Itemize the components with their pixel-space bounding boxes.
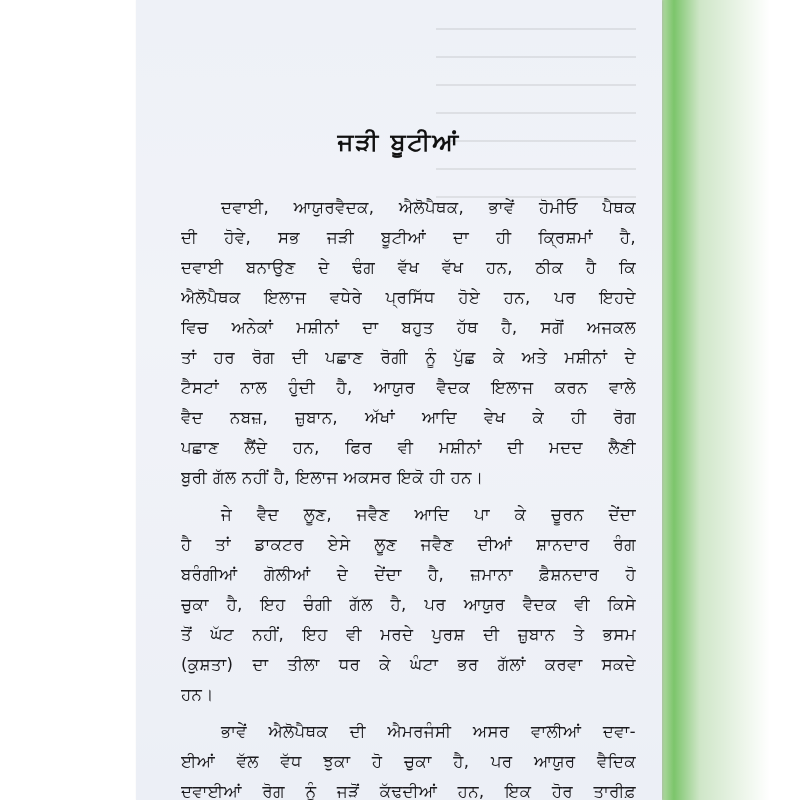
text-line: ਦੀ ਹੋਵੇ, ਸਭ ਜੜੀ ਬੂਟੀਆਂ ਦਾ ਹੀ ਕ੍ਰਿਸ਼ਮਾਂ ਹੈ, bbox=[181, 228, 636, 247]
text-line: ਹੈ ਤਾਂ ਡਾਕਟਰ ਏਸੇ ਲੂਣ ਜਵੈਣ ਦੀਆਂ ਸ਼ਾਨਦਾਰ ਰੰਗ bbox=[181, 535, 636, 554]
text-line: ਟੈਸਟਾਂ ਨਾਲ ਹੁੰਦੀ ਹੈ, ਆਯੁਰ ਵੈਦਕ ਇਲਾਜ ਕਰਨ ਵਾਲੇ bbox=[181, 378, 636, 397]
text-line: ਤਾਂ ਹਰ ਰੋਗ ਦੀ ਪਛਾਣ ਰੋਗੀ ਨੂੰ ਪੁੱਛ ਕੇ ਅਤੇ ਮਸ਼ੀਨਾਂ ਦੇ bbox=[181, 348, 636, 367]
text-line: ਦਵਾਈ, ਆਯੁਰਵੈਦਕ, ਐਲੋਪੈਥਕ, ਭਾਵੇਂ ਹੋਮੀਓ ਪੈਥਕ bbox=[221, 198, 636, 217]
text-line: ਤੋਂ ਘੱਟ ਨਹੀਂ, ਇਹ ਵੀ ਮਰਦੇ ਪੁਰਸ਼ ਦੀ ਜ਼ੁਬਾਨ ਤੇ ਭਸਮ bbox=[181, 625, 636, 644]
text-line: ਵਿਚ ਅਨੇਕਾਂ ਮਸ਼ੀਨਾਂ ਦਾ ਬਹੁਤ ਹੱਥ ਹੈ, ਸਗੋਂ ਅਜਕਲ bbox=[181, 318, 636, 337]
text-line: ਬਰੰਗੀਆਂ ਗੋਲੀਆਂ ਦੇ ਦੇਂਦਾ ਹੈ, ਜ਼ਮਾਨਾ ਫ਼ੈਸ਼ਨਦਾਰ ਹੋ bbox=[181, 565, 636, 584]
text-line: ਜੇ ਵੈਦ ਲੂਣ, ਜਵੈਣ ਆਦਿ ਪਾ ਕੇ ਚੂਰਨ ਦੇਂਦਾ bbox=[221, 505, 636, 524]
book-page bbox=[136, 0, 662, 800]
text-line: ਪਛਾਣ ਲੈਂਦੇ ਹਨ, ਫਿਰ ਵੀ ਮਸ਼ੀਨਾਂ ਦੀ ਮਦਦ ਲੈਣੀ bbox=[181, 438, 636, 457]
text-line: ਬੁਰੀ ਗੱਲ ਨਹੀਂ ਹੈ, ਇਲਾਜ ਅਕਸਰ ਇਕੋ ਹੀ ਹਨ। bbox=[181, 468, 484, 487]
text-line: ਦਵਾਈਆਂ ਰੋਗ ਨੂੰ ਜੜੋਂ ਕੱਢਦੀਆਂ ਹਨ, ਇਕ ਹੋਰ ਤਾਰੀਫ਼ bbox=[181, 782, 636, 800]
green-background bbox=[660, 0, 800, 800]
page-title: ਜੜੀ ਬੂਟੀਆਂ bbox=[337, 128, 461, 156]
text-line: ਐਲੋਪੈਥਕ ਇਲਾਜ ਵਧੇਰੇ ਪ੍ਰਸਿੱਧ ਹੋਏ ਹਨ, ਪਰ ਇਹਦੇ bbox=[181, 288, 636, 307]
show-through-text bbox=[436, 14, 636, 204]
text-line: ਭਾਵੇਂ ਐਲੋਪੈਥਕ ਦੀ ਐਮਰਜੰਸੀ ਅਸਰ ਵਾਲੀਆਂ ਦਵਾ- bbox=[221, 722, 636, 741]
text-line: ਈਆਂ ਵੱਲ ਵੱਧ ਝੁਕਾ ਹੋ ਚੁਕਾ ਹੈ, ਪਰ ਆਯੁਰ ਵੈਦਿਕ bbox=[181, 752, 636, 771]
text-line: (ਕੁਸ਼ਤਾ) ਦਾ ਤੀਲਾ ਧਰ ਕੇ ਘੰਟਾ ਭਰ ਗੱਲਾਂ ਕਰਵਾ ਸਕਦੇ bbox=[181, 655, 636, 674]
text-line: ਹਨ। bbox=[181, 685, 214, 704]
text-line: ਚੁਕਾ ਹੈ, ਇਹ ਚੰਗੀ ਗੱਲ ਹੈ, ਪਰ ਆਯੁਰ ਵੈਦਕ ਵੀ ਕਿਸੇ bbox=[181, 595, 636, 614]
text-line: ਵੈਦ ਨਬਜ਼, ਜ਼ੁਬਾਨ, ਅੱਖਾਂ ਆਦਿ ਵੇਖ ਕੇ ਹੀ ਰੋਗ bbox=[181, 408, 636, 427]
text-line: ਦਵਾਈ ਬਨਾਉਣ ਦੇ ਢੰਗ ਵੱਖ ਵੱਖ ਹਨ, ਠੀਕ ਹੈ ਕਿ bbox=[181, 258, 636, 277]
